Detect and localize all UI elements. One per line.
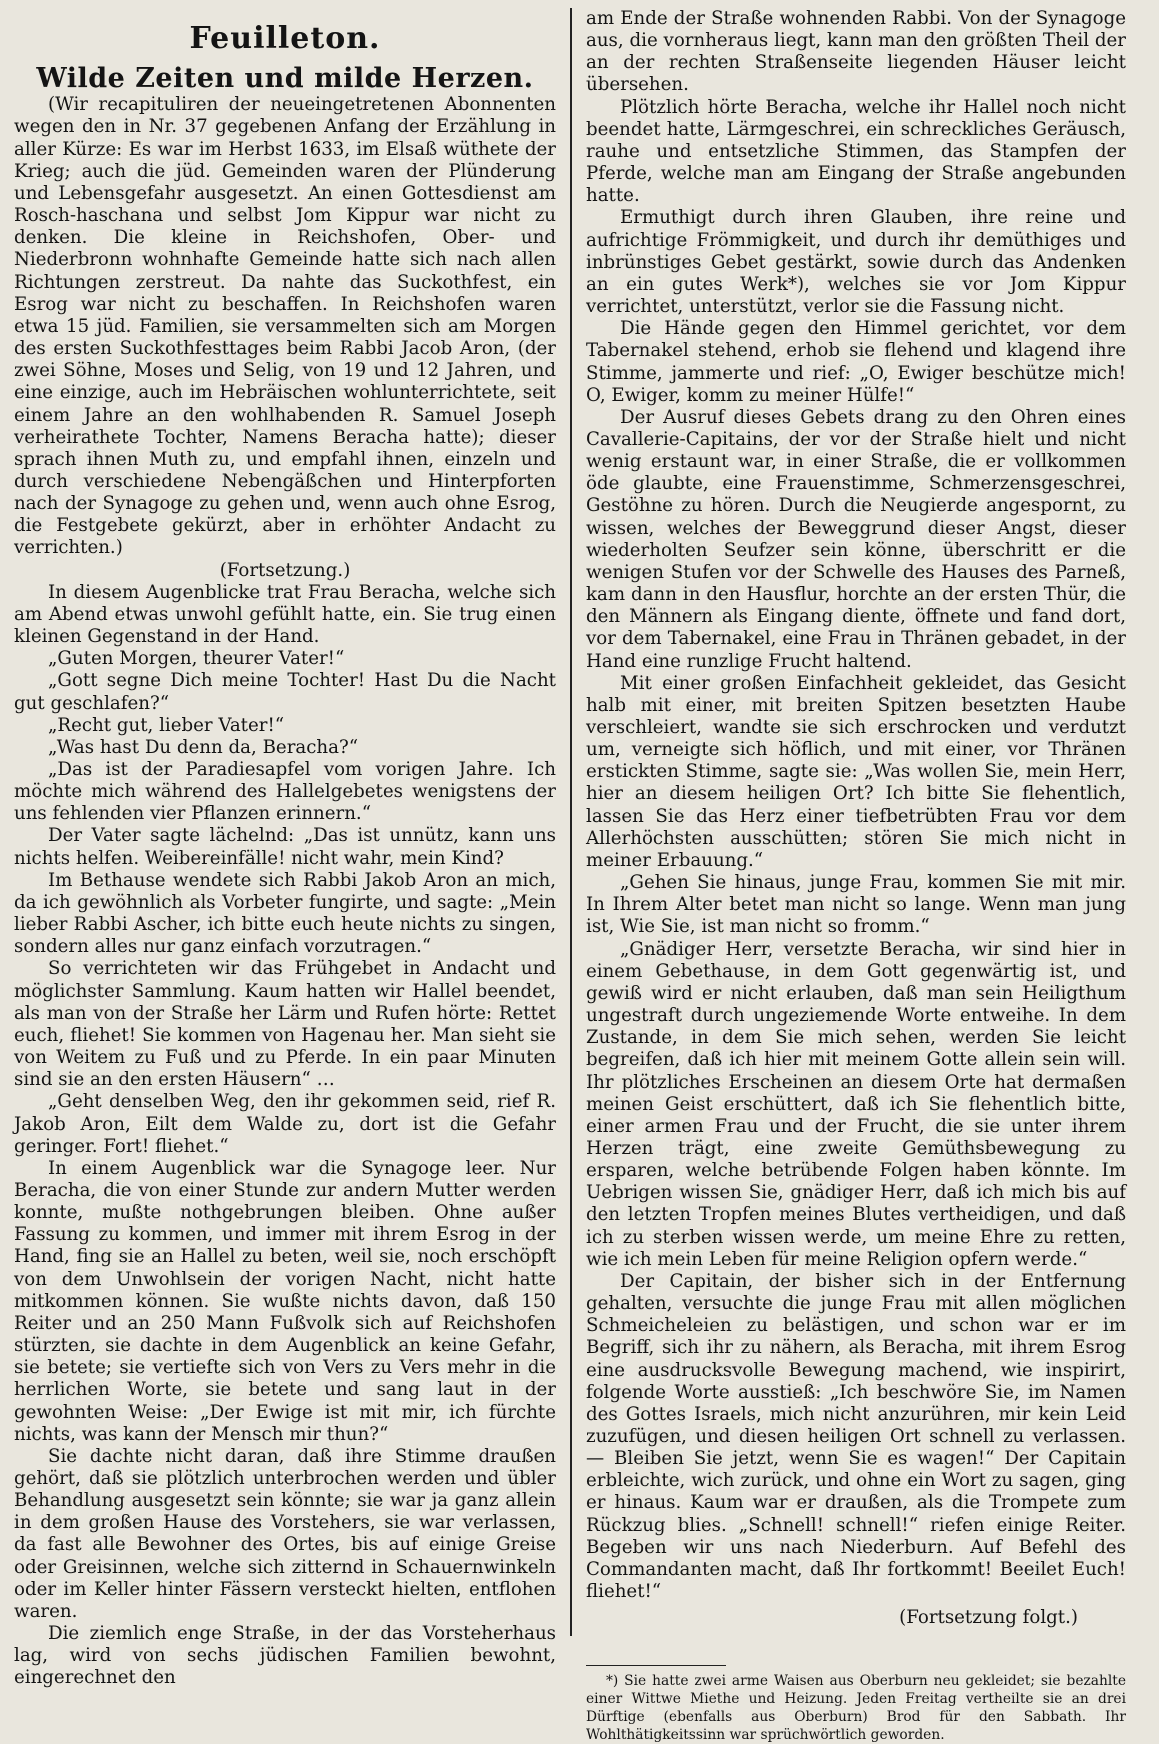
footnote-divider xyxy=(586,1665,726,1666)
paragraph: In einem Augenblick war die Synagoge leer. Nur Beracha, die von einer Stunde zur andern Mutter werden konnte, mußte nothgebrungen bleiben. Ohne außer Fassung zu kommen, und immer mit ihrem Esrog in der Hand, fing sie an Hallel zu beten, weil sie, noch erschöpft von dem Unwohlsein der vorigen Nacht, nicht hatte mitkommen können. Sie wußte nichts davon, daß 150 Reiter und an 250 Mann Fußvolk sich auf Reichshofen stürzten, sie dachte in dem Augenblick an keine Gefahr, sie betete; sie vertiefte sich von Vers zu Vers mehr in die herrlichen Worte, sie betete und sang laut in der gewohnten Weise: „Der Ewige ist mit mir, ich fürchte nichts, was kann der Mensch mir thun?“ xyxy=(14,1157,556,1445)
paragraph: In diesem Augenblicke trat Frau Beracha, welche sich am Abend etwas unwohl gefühlt hatte, ein. Sie trug einen kleinen Gegenstand in der Hand. xyxy=(14,581,556,648)
right-column xyxy=(570,8,1126,1744)
left-column xyxy=(14,8,570,1689)
paragraph: „Gnädiger Herr, versetzte Beracha, wir sind hier in einem Gebethause, in dem Gott gegenwärtig ist, und gewiß wird er nicht erlauben, daß man sein Heiligthum ungestraft durch ungeziemende Worte entweihe. In dem Zustande, in dem Sie mich sehen, werden Sie leicht begreifen, daß ich hier mit meinem Gotte allein sein will. Ihr plötzliches Erscheinen an diesem Orte hat dermaßen meinen Geist erschüttert, daß ich Sie flehentlich bitte, einer armen Frau und der Frucht, die sie unter ihrem Herzen trägt, eine zweite Gemüthsbewegung zu ersparen, welche betrübende Folgen haben könnte. Im Uebrigen wissen Sie, gnädiger Herr, daß ich mich bis auf den letzten Tropfen meines Blutes vertheidigen, und daß ich zu sterben wissen werde, um meine Ehre zu retten, wie ich mein Leben für meine Religion opfern werde.“ xyxy=(586,938,1126,1270)
paragraph: Die ziemlich enge Straße, in der das Vorsteherhaus lag, wird von sechs jüdischen Familien bewohnt, eingerechnet den xyxy=(14,1623,556,1689)
paragraph: Sie dachte nicht daran, daß ihre Stimme draußen gehört, daß sie plötzlich unterbrochen werden und übler Behandlung ausgesetzt sein könnte; sie war ja ganz allein in dem großen Hause des Vorstehers, sie war verlassen, da fast alle Bewohner des Ortes, bis auf einige Greise oder Greisinnen, welche sich zitternd in Schauernwinkeln oder im Keller hinter Fässern versteckt hielten, entflohen waren. xyxy=(14,1445,556,1622)
dialogue-line: „Gott segne Dich meine Tochter! Hast Du die Nacht gut geschlafen?“ xyxy=(14,670,556,714)
paragraph: Die Hände gegen den Himmel gerichtet, vor dem Tabernakel stehend, erhob sie flehend und klagend ihre Stimme, jammerte und rief: „O, Ewiger beschütze mich! O, Ewiger, komm zu meiner Hülfe!“ xyxy=(586,318,1126,406)
dialogue-line: „Recht gut, lieber Vater!“ xyxy=(48,714,285,736)
dialogue-line: „Was hast Du denn da, Beracha?“ xyxy=(48,736,359,758)
paragraph: Der Capitain, der bisher sich in der Entfernung gehalten, versuchte die junge Frau mit allen möglichen Schmeicheleien zu belästigen, und schon war er im Begriff, sich ihr zu nähern, als Beracha, mit ihrem Esrog eine ausdrucksvolle Bewegung machend, wie inspirirt, folgende Worte ausstieß: „Ich beschwöre Sie, im Namen des Gottes Israels, mich nicht anzurühren, mir kein Leid zuzufügen, und diesen heiligen Ort schnell zu verlassen. — Bleiben Sie jetzt, wenn Sie es wagen!“ Der Capitain erbleichte, wich zurück, und ohne ein Wort zu sagen, ging er hinaus. Kaum war er draußen, als die Trompete zum Rückzug blies. „Schnell! schnell!“ riefen einige Reiter. Begeben wir uns nach Niederburn. Auf Befehl des Commandanten macht, daß Ihr fortkommt! Beeilet Euch! fliehet!“ xyxy=(586,1270,1126,1603)
text-columns xyxy=(14,8,1141,1744)
paragraph: Ermuthigt durch ihren Glauben, ihre reine und aufrichtige Frömmigkeit, und durch ihr demüthiges und inbrünstiges Gebet gestärkt, sowie durch das Andenken an ein gutes Werk*), welches sie vor Jom Kippur verrichtet, unterstützt, verlor sie die Fassung nicht. xyxy=(586,207,1126,318)
continuation-marker: (Fortsetzung.) xyxy=(219,559,351,581)
paragraph: So verrichteten wir das Frühgebet in Andacht und möglichster Sammlung. Kaum hatten wir Hallel beendet, als man von der Straße her Lärm und Rufen hörte: Rettet euch, fliehet! Sie kommen von Hagenau her. Man sieht sie von Weitem zu Fuß und zu Pferde. In ein paar Minuten sind sie an den ersten Häusern“ … xyxy=(14,958,556,1091)
paragraph: Der Ausruf dieses Gebets drang zu den Ohren eines Cavallerie-Capitains, der vor der Straße hielt und nicht wenig erstaunt war, in einer Straße, die er vollkommen öde glaubte, eine Frauenstimme, Schmerzensgeschrei, Gestöhne zu hören. Durch die Neugierde angespornt, zu wissen, welches der Beweggrund dieser Angst, dieser wiederholten Seufzer sein könne, überschritt er die wenigen Stufen vor der Schwelle des Hauses des Parneß, kam dann in den Hausflur, horchte an der ersten Thür, die den Männern als Eingang diente, öffnete und fand dort, vor dem Tabernakel, eine Frau in Thränen gebadet, in der Hand eine runzlige Frucht haltend. xyxy=(586,406,1126,672)
story-title: Wilde Zeiten und milde Herzen. xyxy=(36,63,534,95)
dialogue-line: „Guten Morgen, theurer Vater!“ xyxy=(48,648,345,670)
dialogue-line: „Das ist der Paradiesapfel vom vorigen Jahre. Ich möchte mich während des Hallelgebetes wenigstens der uns fehlenden vier Pflanzen erinnern.“ xyxy=(14,759,556,825)
section-heading: Feuilleton. xyxy=(189,21,381,56)
paragraph: „Geht denselben Weg, den ihr gekommen seid, rief R. Jakob Aron, Eilt dem Walde zu, dort ist die Gefahr geringer. Fort! fliehet.“ xyxy=(14,1091,556,1157)
footnote: *) Sie hatte zwei arme Waisen aus Oberburn neu gekleidet; sie bezahlte einer Wittwe Miethe und Heizung. Jeden Freitag vertheilte sie an drei Dürftige (ebenfalls aus Oberburn) Brod für den Sabbath. Ihr Wohlthätigkeitssinn war sprüchwörtlich geworden. xyxy=(586,1673,1126,1744)
paragraph: Plötzlich hörte Beracha, welche ihr Hallel noch nicht beendet hatte, Lärmgeschrei, ein schreckliches Geräusch, rauhe und entsetzliche Stimmen, das Stampfen der Pferde, welche man am Eingang der Straße angebunden hatte. xyxy=(586,96,1126,207)
paragraph: „Gehen Sie hinaus, junge Frau, kommen Sie mit mir. In Ihrem Alter betet man nicht so lange. Wenn man jung ist, Wie Sie, ist man nicht so fromm.“ xyxy=(586,872,1126,938)
continuation-note: (Fortsetzung folgt.) xyxy=(899,1607,1078,1629)
paragraph: Mit einer großen Einfachheit gekleidet, das Gesicht halb mit einer, mit breiten Spitzen besetzten Haube verschleiert, wandte sie sich erschrocken und verdutzt um, verneigte sich höflich, und mit einer, vor Thränen erstickten Stimme, sagte sie: „Was wollen Sie, mein Herr, hier an diesem heiligen Ort? Ich bitte Sie flehentlich, lassen Sie das Herz einer tiefbetrübten Frau vor dem Allerhöchsten ausschütten; stören Sie mich nicht in meiner Erbauung.“ xyxy=(586,672,1126,871)
paragraph: Im Bethause wendete sich Rabbi Jakob Aron an mich, da ich gewöhnlich als Vorbeter fungirte, und sagte: „Mein lieber Rabbi Ascher, ich bitte euch heute nichts zu singen, sondern alles nur ganz einfach vorzutragen.“ xyxy=(14,869,556,958)
paragraph: Der Vater sagte lächelnd: „Das ist unnütz, kann uns nichts helfen. Weibereinfälle! nicht wahr, mein Kind? xyxy=(14,825,556,869)
paragraph: am Ende der Straße wohnenden Rabbi. Von der Synagoge aus, die vornheraus liegt, kann man den größten Theil der an der rechten Straßenseite liegenden Häuser leicht übersehen. xyxy=(586,8,1126,96)
recap-paragraph: (Wir recapituliren der neueingetretenen Abonnenten wegen den in Nr. 37 gegebenen Anfang der Erzählung in aller Kürze: Es war im Herbst 1633, im Elsaß wüthete der Krieg; auch die jüd. Gemeinden waren der Plünderung und Lebensgefahr ausgesetzt. An einen Gottesdienst am Rosch-haschana und selbst Jom Kippur war nicht zu denken. Die kleine in Reichshofen, Ober- und Niederbronn wohnhafte Gemeinde hatte sich nach allen Richtungen zerstreut. Da nahte das Suckothfest, ein Esrog war nicht zu beschaffen. In Reichshofen waren etwa 15 jüd. Familien, sie versammelten sich am Morgen des ersten Suckothfesttages beim Rabbi Jacob Aron, (der zwei Söhne, Moses und Selig, von 19 und 12 Jahren, und eine einzige, auch im Hebräischen wohlunterrichtete, seit einem Jahre an den wohlhabenden R. Samuel Joseph verheirathete Tochter, Namens Beracha hatte); dieser sprach ihnen Muth zu, und empfahl ihnen, einzeln und durch verschiedene Nebengäßchen und Hinterpforten nach der Synagoge zu gehen und, wenn auch ohne Esrog, die Festgebete gekürzt, aber in erhöhter Andacht zu verrichten.) xyxy=(14,94,556,559)
